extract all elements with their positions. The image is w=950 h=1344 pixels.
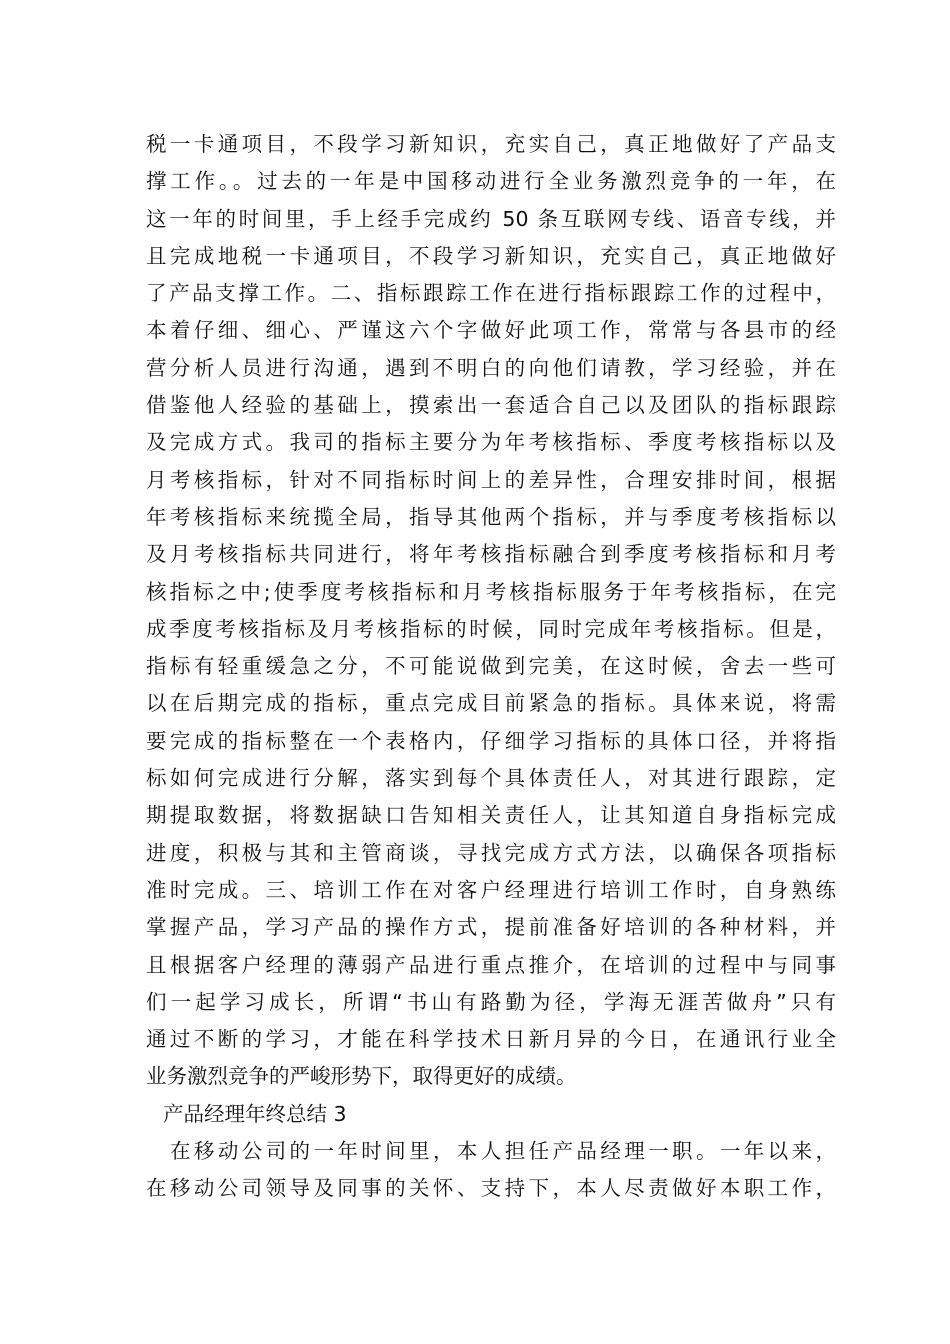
body-line: 月考核指标，针对不同指标时间上的差异性，合理安排时间，根据 (146, 467, 836, 492)
body-line: 以在后期完成的指标，重点完成目前紧急的指标。具体来说，将需 (146, 691, 836, 716)
body-line: 指标有轻重缓急之分，不可能说做到完美，在这时候，舍去一些可 (146, 654, 836, 679)
section-heading: 产品经理年终总结 3 (163, 1101, 347, 1126)
body-line: 年考核指标来统揽全局，指导其他两个指标，并与季度考核指标以 (146, 504, 836, 529)
body-line: 进度，积极与其和主管商谈，寻找完成方式方法，以确保各项指标 (146, 840, 836, 865)
body-line: 本着仔细、细心、严谨这六个字做好此项工作，常常与各县市的经 (146, 318, 836, 343)
body-line: 及月考核指标共同进行，将年考核指标融合到季度考核指标和月考 (146, 542, 836, 567)
body-line: 且根据客户经理的薄弱产品进行重点推介，在培训的过程中与同事 (146, 952, 836, 977)
body-line: 掌握产品，学习产品的操作方式，提前准备好培训的各种材料，并 (146, 915, 836, 940)
body-line: 通过不断的学习，才能在科学技术日新月异的今日，在通讯行业全 (146, 1027, 836, 1052)
body-line: 标如何完成进行分解，落实到每个具体责任人，对其进行跟踪，定 (146, 766, 836, 791)
body-line: 期提取数据，将数据缺口告知相关责任人，让其知道自身指标完成 (146, 803, 836, 828)
paragraph-line: 在移动公司领导及同事的关怀、支持下，本人尽责做好本职工作， (146, 1176, 836, 1201)
body-line: 营分析人员进行沟通，遇到不明白的向他们请教，学习经验，并在 (146, 355, 836, 380)
body-line: 且完成地税一卡通项目，不段学习新知识，充实自己，真正地做好 (146, 243, 836, 268)
body-line: 核指标之中;使季度考核指标和月考核指标服务于年考核指标，在完 (146, 579, 836, 604)
body-line: 要完成的指标整在一个表格内，仔细学习指标的具体口径，并将指 (146, 728, 836, 753)
body-line: 及完成方式。我司的指标主要分为年考核指标、季度考核指标以及 (146, 430, 836, 455)
body-line: 税一卡通项目，不段学习新知识，充实自己，真正地做好了产品支 (146, 132, 836, 156)
body-line-last: 业务激烈竞争的严峻形势下，取得更好的成绩。 (146, 1064, 577, 1089)
body-line: 借鉴他人经验的基础上，摸索出一套适合自己以及团队的指标跟踪 (146, 393, 836, 418)
document-body (146, 126, 836, 1208)
body-line: 了产品支撑工作。二、指标跟踪工作在进行指标跟踪工作的过程中， (146, 281, 836, 306)
body-line: 这一年的时间里，手上经手完成约 50 条互联网专线、语音专线，并 (146, 206, 836, 231)
body-line: 准时完成。三、培训工作在对客户经理进行培训工作时，自身熟练 (146, 877, 836, 902)
body-line: 成季度考核指标及月考核指标的时候，同时完成年考核指标。但是， (146, 616, 836, 641)
body-line: 撑工作。。过去的一年是中国移动进行全业务激烈竞争的一年，在 (146, 169, 836, 194)
paragraph-line: 在移动公司的一年时间里，本人担任产品经理一职。一年以来， (170, 1139, 836, 1164)
body-line: 们一起学习成长，所谓“书山有路勤为径，学海无涯苦做舟”只有 (146, 989, 836, 1014)
